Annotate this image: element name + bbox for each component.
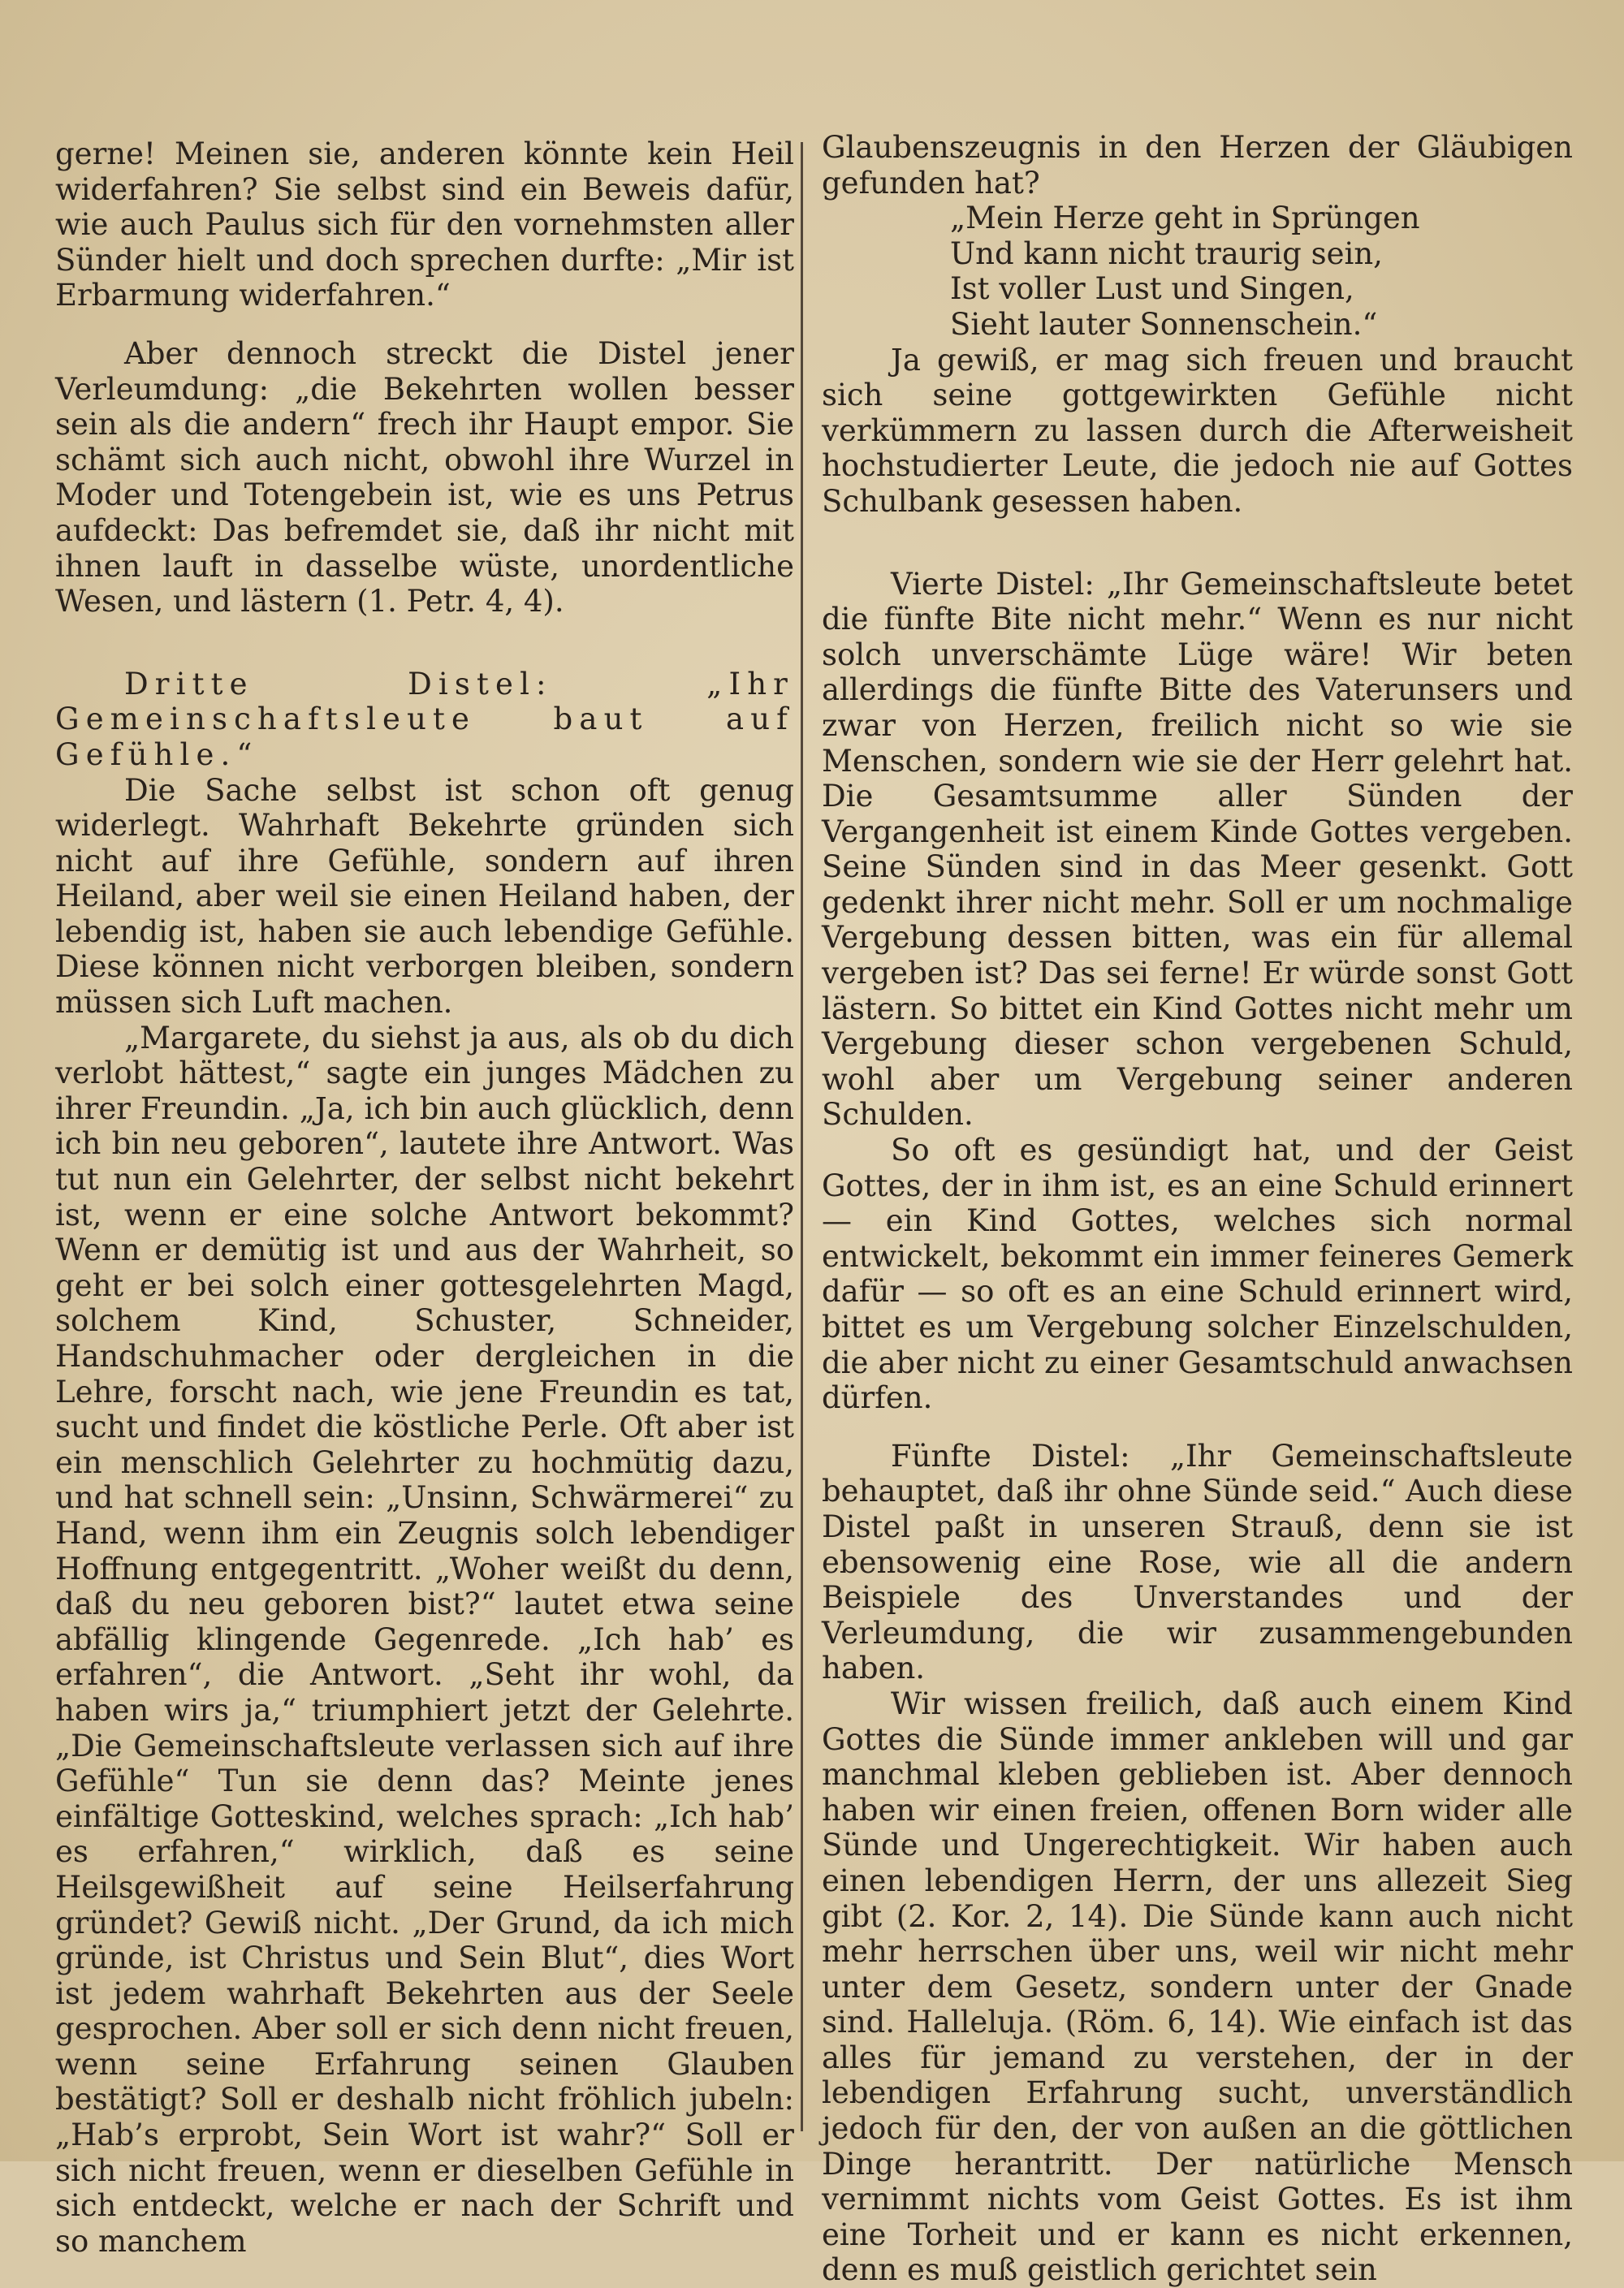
- paragraph-fifth-thistle: Fünfte Distel: „Ihr Gemeinschaftsleute behauptet, daß ihr ohne Sünde seid.“ Auch diese Distel paßt in unseren Strauß, denn sie ist ebensowenig eine Rose, wie all die andern Beispiele des Unverstandes und der Verleumdung, die wir zusammengebunden haben.: [822, 1438, 1573, 1686]
- paragraph-rejoice: Ja gewiß, er mag sich freuen und braucht sich seine gottgewirkten Gefühle nicht verkümmern zu lassen durch die Afterweisheit hochstudierter Leute, die jedoch nie auf Gottes Schulbank gesessen haben.: [822, 342, 1573, 519]
- column-divider: [801, 142, 803, 2131]
- paragraph-fourth-thistle: Vierte Distel: „Ihr Gemeinschaftsleute betet die fünfte Bite nicht mehr.“ Wenn es nur nicht solch unverschämte Lüge wäre! Wir beten allerdings die fünfte Bitte des Vaterunsers und zwar von Herzen, freilich nicht so wie sie Menschen, sondern wie sie der Herr gelehrt hat. Die Gesamtsumme aller Sünden der Vergangenheit ist einem Kinde Gottes vergeben. Seine Sünden sind in das Meer gesenkt. Gott gedenkt ihrer nicht mehr. Soll er um nochmalige Vergebung dessen bitten, was ein für allemal vergeben ist? Das sei ferne! Er würde sonst Gott lästern. So bittet ein Kind Gottes nicht mehr um Vergebung dieser schon vergebenen Schuld, wohl aber um Vergebung seiner anderen Schulden.: [822, 566, 1573, 1133]
- right-column: [822, 130, 1573, 2288]
- paragraph-margarete: „Margarete, du siehst ja aus, als ob du dich verlobt hättest,“ sagte ein junges Mädchen zu ihrer Freundin. „Ja, ich bin auch glücklich, denn ich bin neu geboren“, lautete ihre Antwort. Was tut nun ein Gelehrter, der selbst nicht bekehrt ist, wenn er eine solche Antwort bekommt? Wenn er demütig ist und aus der Wahrheit, so geht er bei solch einer gottesgelehrten Magd, solchem Kind, Schuster, Schneider, Handschuhmacher oder dergleichen in die Lehre, forscht nach, wie jene Freundin es tat, sucht und findet die köstliche Perle. Oft aber ist ein menschlich Gelehrter zu hochmütig dazu, und hat schnell sein: „Unsinn, Schwärmerei“ zu Hand, wenn ihm ein Zeugnis solch lebendiger Hoffnung entgegentritt. „Woher weißt du denn, daß du neu geboren bist?“ lautet etwa seine abfällig klingende Gegenrede. „Ich hab’ es erfahren“, die Antwort. „Seht ihr wohl, da haben wirs ja,“ triumphiert jetzt der Gelehrte. „Die Gemeinschaftsleute verlassen sich auf ihre Gefühle“ Tun sie denn das? Meinte jenes einfältige Gotteskind, welches sprach: „Ich hab’ es erfahren,“ wirklich, daß es seine Heilsgewißheit auf seine Heilserfahrung gründet? Gewiß nicht. „Der Grund, da ich mich gründe, ist Christus und Sein Blut“, dies Wort ist jedem wahrhaft Bekehrten aus der Seele gesprochen. Aber soll er sich denn nicht freuen, wenn seine Erfahrung seinen Glauben bestätigt? Soll er deshalb nicht fröhlich jubeln: „Hab’s erprobt, Sein Wort ist wahr?“ Soll er sich nicht freuen, wenn er dieselben Gefühle in sich entdeckt, welche er nach der Schrift und so manchem: [55, 1020, 794, 2259]
- paragraph-conversion-evidence: gerne! Meinen sie, anderen könnte kein Heil widerfahren? Sie selbst sind ein Beweis dafür, wie auch Paulus sich für den vornehmsten aller Sünder hielt und doch sprechen durfte: „Mir ist Erbarmung widerfahren.“: [55, 136, 794, 313]
- hymn-line: Sieht lauter Sonnenschein.“: [950, 306, 1378, 342]
- paragraph-testimony: Glaubenszeugnis in den Herzen der Gläubigen gefunden hat?: [822, 130, 1573, 201]
- hymn-line: Und kann nicht traurig sein,: [950, 235, 1383, 271]
- hymn-line: „Mein Herze geht in Sprüngen: [950, 201, 1420, 236]
- heading-third-thistle: Dritte Distel: „Ihr Gemeinschaftsleute baut auf Gefühle.“: [55, 666, 794, 772]
- hymn-verse: [950, 201, 1573, 342]
- paragraph-feelings: Die Sache selbst ist schon oft genug widerlegt. Wahrhaft Bekehrte gründen sich nicht auf ihre Gefühle, sondern auf ihren Heiland, aber weil sie einen Heiland haben, der lebendig ist, haben sie auch lebendige Gefühle. Diese können nicht verborgen bleiben, sondern müssen sich Luft machen.: [55, 772, 794, 1021]
- paragraph-forgiveness: So oft es gesündigt hat, und der Geist Gottes, der in ihm ist, es an eine Schuld erinnert — ein Kind Gottes, welches sich normal entwickelt, bekommt ein immer feineres Gemerk dafür — so oft es an eine Schuld erinnert wird, bittet es um Vergebung solcher Einzelschulden, die aber nicht zu einer Gesamtschuld anwachsen dürfen.: [822, 1133, 1573, 1416]
- hymn-line: Ist voller Lust und Singen,: [950, 271, 1354, 307]
- paragraph-slander-thistle: Aber dennoch streckt die Distel jener Verleumdung: „die Bekehrten wollen besser sein als die andern“ frech ihr Haupt empor. Sie schämt sich auch nicht, obwohl ihre Wurzel in Moder und Totengebein ist, wie es uns Petrus aufdeckt: Das befremdet sie, daß ihr nicht mit ihnen lauft in dasselbe wüste, unordentliche Wesen, und lästern (1. Petr. 4, 4).: [55, 335, 794, 619]
- left-column: [55, 136, 794, 2259]
- paragraph-sin-victory: Wir wissen freilich, daß auch einem Kind Gottes die Sünde immer ankleben will und gar manchmal kleben geblieben ist. Aber dennoch haben wir einen freien, offenen Born wider alle Sünde und Ungerechtigkeit. Wir haben auch einen lebendigen Herrn, der uns allezeit Sieg gibt (2. Kor. 2, 14). Die Sünde kann auch nicht mehr herrschen über uns, weil wir nicht mehr unter dem Gesetz, sondern unter der Gnade sind. Halleluja. (Röm. 6, 14). Wie einfach ist das alles für jemand zu verstehen, der in der lebendigen Erfahrung sucht, unverständlich jedoch für den, der von außen an die göttlichen Dinge herantritt. Der natürliche Mensch vernimmt nichts vom Geist Gottes. Es ist ihm eine Torheit und er kann es nicht erkennen, denn es muß geistlich gerichtet sein: [822, 1686, 1573, 2288]
